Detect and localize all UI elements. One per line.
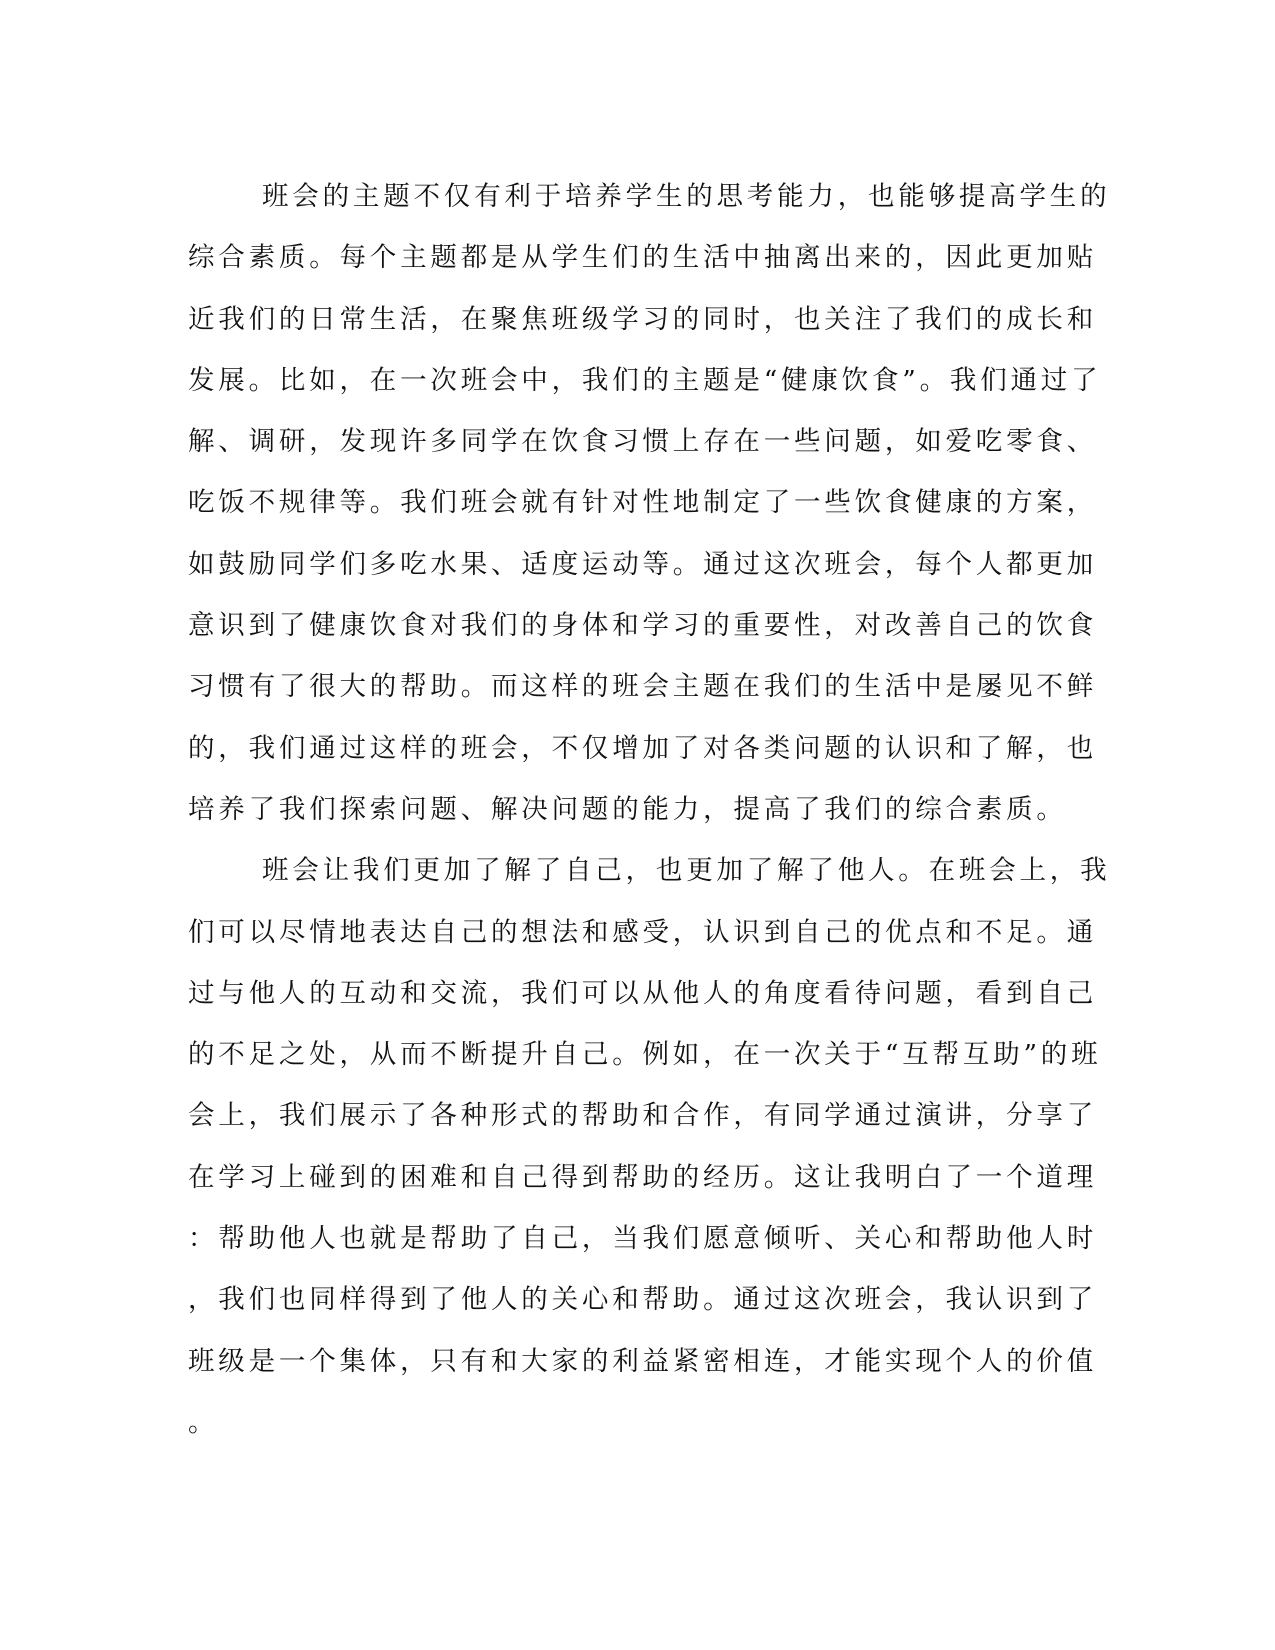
paragraph-line: 意识到了健康饮食对我们的身体和学习的重要性，对改善自己的饮食 <box>188 610 1097 642</box>
paragraph-line: ：帮助他人也就是帮助了自己，当我们愿意倾听、关心和帮助他人时 <box>188 1223 1097 1255</box>
paragraph-line: 的不足之处，从而不断提升自己。例如，在一次关于“互帮互助”的班 <box>188 1039 1102 1071</box>
paragraph-line: 综合素质。每个主题都是从学生们的生活中抽离出来的，因此更加贴 <box>188 242 1097 274</box>
paragraph-line: 在学习上碰到的困难和自己得到帮助的经历。这让我明白了一个道理 <box>188 1161 1097 1193</box>
paragraph-line: 如鼓励同学们多吃水果、适度运动等。通过这次班会，每个人都更加 <box>188 548 1097 580</box>
paragraph-line: 培养了我们探索问题、解决问题的能力，提高了我们的综合素质。 <box>188 793 1067 825</box>
document-body <box>188 166 1111 1453</box>
paragraph-line: 班级是一个集体，只有和大家的利益紧密相连，才能实现个人的价值 <box>188 1345 1097 1377</box>
paragraph-line: ，我们也同样得到了他人的关心和帮助。通过这次班会，我认识到了 <box>188 1284 1097 1316</box>
paragraph-line: 会上，我们展示了各种形式的帮助和合作，有同学通过演讲，分享了 <box>188 1100 1097 1132</box>
paragraph-line: 吃饭不规律等。我们班会就有针对性地制定了一些饮食健康的方案， <box>188 487 1097 519</box>
paragraph-line: 近我们的日常生活，在聚焦班级学习的同时，也关注了我们的成长和 <box>188 303 1097 335</box>
paragraph-line: 习惯有了很大的帮助。而这样的班会主题在我们的生活中是屡见不鲜 <box>188 671 1097 703</box>
paragraph-line: 班会的主题不仅有利于培养学生的思考能力，也能够提高学生的 <box>262 181 1111 212</box>
paragraph-line: 解、调研，发现许多同学在饮食习惯上存在一些问题，如爱吃零食、 <box>188 426 1097 458</box>
paragraph-line: 发展。比如，在一次班会中，我们的主题是“健康饮食”。我们通过了 <box>188 364 1102 396</box>
paragraph-line: 的，我们通过这样的班会，不仅增加了对各类问题的认识和了解，也 <box>188 732 1097 764</box>
paragraph-1 <box>188 166 1111 840</box>
paragraph-line: 过与他人的互动和交流，我们可以从他人的角度看待问题，看到自己 <box>188 977 1097 1009</box>
paragraph-line: 们可以尽情地表达自己的想法和感受，认识到自己的优点和不足。通 <box>188 916 1097 948</box>
paragraph-line: 。 <box>188 1406 219 1438</box>
paragraph-line: 班会让我们更加了解了自己，也更加了解了他人。在班会上，我 <box>262 855 1111 887</box>
paragraph-2 <box>188 840 1111 1453</box>
